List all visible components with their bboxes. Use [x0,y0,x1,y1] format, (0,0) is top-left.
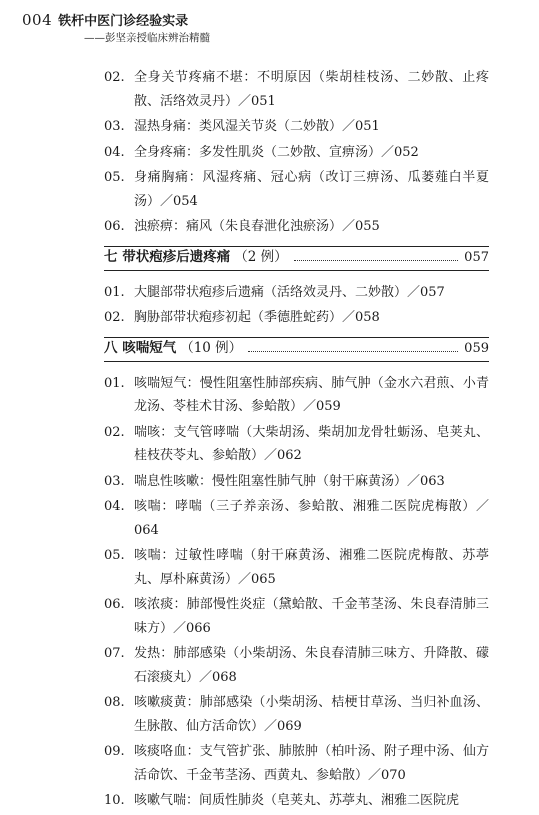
entry-number: 01. [104,375,125,391]
entry-text: 身痛胸痛：风湿疼痛、冠心病（改订三痹汤、瓜蒌薤白半夏汤）／054 [134,170,489,209]
entry-number: 10. [104,793,125,808]
entry-text: 全身疼痛：多发性肌炎（二妙散、宣痹汤）／052 [134,144,419,160]
book-subtitle: ——彭坚亲授临床辨治精髓 [84,32,210,44]
entry-text: 湿热身痛：类风湿关节炎（二妙散）／051 [134,119,380,134]
toc-entry [104,642,489,689]
toc-entry [104,215,489,239]
page-header [22,10,517,45]
entry-text: 浊瘀痹：痛风（朱良春泄化浊瘀汤）／055 [134,219,380,234]
entry-number: 06. [104,597,125,612]
toc-content [104,66,489,815]
toc-entry [104,740,489,787]
entry-number: 02. [104,424,125,440]
toc-entry [104,166,489,213]
entry-number: 04. [104,499,125,514]
entry-text: 咳喘：哮喘（三子养亲汤、参蛤散、湘雅二医院虎梅散）／064 [134,499,489,538]
header-line [22,10,517,29]
entry-text: 喘咳：支气管哮喘（大柴胡汤、柴胡加龙骨牡蛎汤、皂荚丸、桂枝茯苓丸、参蛤散）／062 [134,424,489,463]
section-count: （2 例） [234,249,288,266]
entry-number: 06. [104,219,125,234]
toc-entry [104,495,489,542]
leader-dots [248,351,458,352]
toc-group-7 [104,281,489,330]
section-heading-7 [104,246,489,271]
entry-number: 05. [104,548,125,563]
entry-number: 05. [104,170,125,185]
toc-entry [104,372,489,419]
entry-number: 07. [104,646,125,661]
toc-entry [104,421,489,468]
toc-entry [104,593,489,640]
section-title: 八 咳喘短气 [104,340,177,357]
book-title: 铁杆中医门诊经验实录 [58,14,189,29]
toc-entry [104,281,489,305]
entry-text: 喘息性咳嗽：慢性阻塞性肺气肿（射干麻黄汤）／063 [134,473,445,489]
toc-group-top [104,66,489,239]
entry-number: 02. [104,70,125,85]
entry-number: 01. [104,284,125,300]
toc-group-8 [104,372,489,813]
entry-text: 咳嗽痰黄：肺部感染（小柴胡汤、桔梗甘草汤、当归补血汤、生脉散、仙方活命饮）／069 [134,695,489,734]
toc-entry [104,789,489,813]
entry-text: 咳喘短气：慢性阻塞性肺部疾病、肺气肿（金水六君煎、小青龙汤、苓桂术甘汤、参蛤散）／059 [134,375,489,414]
toc-entry [104,141,489,165]
toc-entry [104,544,489,591]
entry-number: 03. [104,473,125,489]
entry-text: 咳痰咯血：支气管扩张、肺脓肿（柏叶汤、附子理中汤、仙方活命饮、千金苇茎汤、西黄丸、参蛤散）／070 [134,744,489,783]
section-page: 059 [464,341,489,357]
toc-entry [104,306,489,330]
page-number: 004 [22,11,53,29]
entry-text: 胸胁部带状疱疹初起（季德胜蛇药）／058 [134,310,380,325]
entry-text: 发热：肺部感染（小柴胡汤、朱良春清肺三味方、升降散、礞石滚痰丸）／068 [134,646,489,685]
entry-text: 大腿部带状疱疹后遗痛（活络效灵丹、二妙散）／057 [134,284,445,300]
entry-text: 咳嗽气喘：间质性肺炎（皂荚丸、苏葶丸、湘雅二医院虎 [134,793,460,808]
section-heading-8 [104,337,489,362]
toc-entry [104,115,489,139]
entry-number: 04. [104,144,125,160]
toc-entry [104,66,489,113]
toc-entry [104,691,489,738]
toc-entry [104,470,489,494]
section-count: （10 例） [180,340,243,357]
section-title: 七 带状疱疹后遗疼痛 [104,249,231,266]
entry-number: 03. [104,119,125,134]
entry-number: 08. [104,695,125,710]
leader-dots [294,260,459,261]
entry-number: 09. [104,744,125,759]
entry-text: 全身关节疼痛不堪：不明原因（柴胡桂枝汤、二妙散、止疼散、活络效灵丹）／051 [134,70,489,109]
entry-text: 咳喘：过敏性哮喘（射干麻黄汤、湘雅二医院虎梅散、苏葶丸、厚朴麻黄汤）／065 [134,548,489,587]
entry-number: 02. [104,310,125,325]
entry-text: 咳浓痰：肺部慢性炎症（黛蛤散、千金苇茎汤、朱良春清肺三味方）／066 [134,597,489,636]
section-page: 057 [464,250,489,266]
